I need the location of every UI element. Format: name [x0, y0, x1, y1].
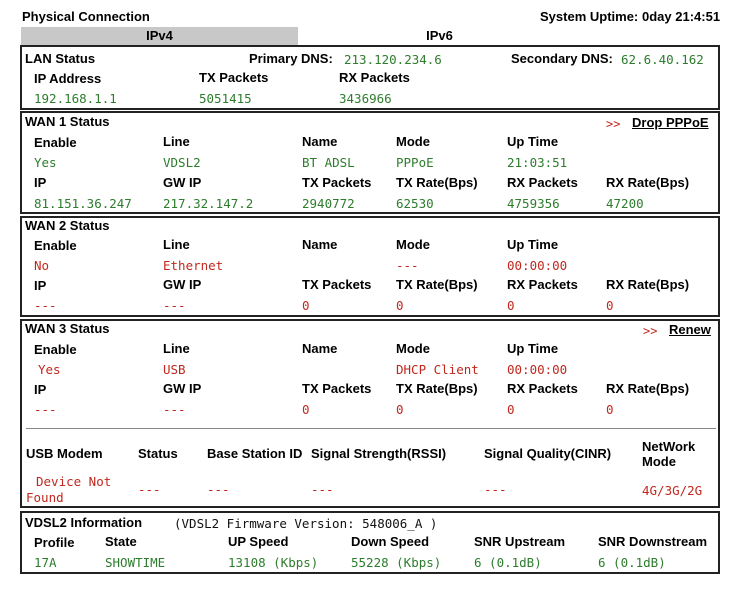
usb-header-cinr: Signal Quality(CINR)	[484, 446, 612, 461]
uptime-label: System Uptime:	[540, 9, 639, 24]
wan3-header-name: Name	[302, 341, 338, 356]
lan-header-tx: TX Packets	[199, 70, 269, 85]
wan2-header-gwip: GW IP	[163, 277, 202, 292]
wan2-header-rxrate: RX Rate(Bps)	[606, 277, 690, 292]
wan1-mode-value: PPPoE	[396, 155, 434, 170]
uptime-value: 0day 21:4:51	[642, 9, 721, 24]
wan2-header-mode: Mode	[396, 237, 430, 252]
lan-tx-value: 5051415	[199, 91, 252, 106]
wan2-line-value: Ethernet	[163, 258, 224, 273]
wan3-rxrate-value: 0	[606, 402, 614, 417]
lan-header-ip: IP Address	[34, 71, 102, 86]
wan3-header-uptime: Up Time	[507, 341, 559, 356]
wan1-action-arrow: >>	[606, 117, 621, 131]
wan3-enable-value: Yes	[38, 362, 61, 377]
wan1-header-uptime: Up Time	[507, 134, 559, 149]
usb-header-network: NetWork	[642, 439, 696, 454]
renew-link[interactable]: Renew	[669, 322, 711, 337]
wan2-ip-value: ---	[34, 298, 57, 313]
wan3-header-txrate: TX Rate(Bps)	[396, 381, 478, 396]
vdsl2-header-snrdown: SNR Downstream	[598, 534, 708, 549]
usb-modem-value-line2: Found	[26, 490, 64, 505]
usb-status-value: ---	[138, 482, 161, 497]
wan2-gwip-value: ---	[163, 298, 186, 313]
tab-ipv6[interactable]: IPv6	[298, 27, 581, 45]
lan-ip-value: 192.168.1.1	[34, 91, 117, 106]
usb-networkmode-value: 4G/3G/2G	[642, 483, 703, 498]
wan2-header-enable: Enable	[34, 238, 77, 253]
primary-dns-label: Primary DNS:	[249, 51, 333, 66]
wan3-header-gwip: GW IP	[163, 381, 202, 396]
lan-header-rx: RX Packets	[339, 70, 410, 85]
usb-basestation-value: ---	[207, 482, 230, 497]
wan1-txrate-value: 62530	[396, 196, 434, 211]
vdsl2-upspeed-value: 13108 (Kbps)	[228, 555, 319, 570]
wan3-txpackets-value: 0	[302, 402, 310, 417]
vdsl2-snrup-value: 6 (0.1dB)	[474, 555, 542, 570]
wan3-header-txpackets: TX Packets	[302, 381, 372, 396]
wan2-txpackets-value: 0	[302, 298, 310, 313]
primary-dns-value: 213.120.234.6	[344, 52, 442, 67]
wan3-header-rxrate: RX Rate(Bps)	[606, 381, 690, 396]
usb-header-rssi: Signal Strength(RSSI)	[311, 446, 447, 461]
secondary-dns-label: Secondary DNS:	[511, 51, 613, 66]
wan3-mode-value: DHCP Client	[396, 362, 479, 377]
drop-pppoe-link[interactable]: Drop PPPoE	[632, 115, 709, 130]
wan1-enable-value: Yes	[34, 155, 57, 170]
wan1-line-value: VDSL2	[163, 155, 201, 170]
vdsl2-header-profile: Profile	[34, 535, 75, 550]
wan2-uptime-value: 00:00:00	[507, 258, 568, 273]
wan1-ip-value: 81.151.36.247	[34, 196, 132, 211]
vdsl2-downspeed-value: 55228 (Kbps)	[351, 555, 442, 570]
wan2-mode-value: ---	[396, 258, 419, 273]
wan3-header-rxpackets: RX Packets	[507, 381, 578, 396]
wan2-header-rxpackets: RX Packets	[507, 277, 578, 292]
wan2-header-ip: IP	[34, 278, 47, 293]
wan3-status-panel	[20, 319, 720, 508]
wan3-txrate-value: 0	[396, 402, 404, 417]
usb-cinr-value: ---	[484, 482, 507, 497]
wan3-uptime-value: 00:00:00	[507, 362, 568, 377]
usb-modem-value-line1: Device Not	[36, 474, 112, 489]
vdsl2-state-value: SHOWTIME	[105, 555, 166, 570]
wan2-rxrate-value: 0	[606, 298, 614, 313]
vdsl2-header-snrup: SNR Upstream	[474, 534, 566, 549]
wan1-header-line: Line	[163, 134, 190, 149]
wan2-header-txrate: TX Rate(Bps)	[396, 277, 478, 292]
usb-header-mode: Mode	[642, 454, 676, 469]
usb-header-basestation: Base Station ID	[207, 446, 303, 461]
wan2-header-line: Line	[163, 237, 190, 252]
vdsl2-profile-value: 17A	[34, 555, 57, 570]
wan1-uptime-value: 21:03:51	[507, 155, 568, 170]
vdsl2-header-upspeed: UP Speed	[228, 534, 289, 549]
wan2-header-name: Name	[302, 237, 338, 252]
vdsl2-header-state: State	[105, 534, 137, 549]
wan3-header-ip: IP	[34, 382, 47, 397]
wan1-header-txrate: TX Rate(Bps)	[396, 175, 478, 190]
wan2-header-txpackets: TX Packets	[302, 277, 372, 292]
usb-header-status: Status	[138, 446, 178, 461]
wan2-enable-value: No	[34, 258, 50, 273]
lan-rx-value: 3436966	[339, 91, 392, 106]
vdsl2-header-downspeed: Down Speed	[351, 534, 430, 549]
wan1-header-mode: Mode	[396, 134, 430, 149]
secondary-dns-value: 62.6.40.162	[621, 52, 704, 67]
wan1-rxrate-value: 47200	[606, 196, 644, 211]
wan2-status-title: WAN 2 Status	[25, 218, 110, 233]
wan1-rxpackets-value: 4759356	[507, 196, 560, 211]
tab-ipv4[interactable]: IPv4	[21, 27, 298, 45]
wan3-ip-value: ---	[34, 402, 57, 417]
wan3-status-title: WAN 3 Status	[25, 321, 110, 336]
wan3-action-arrow: >>	[643, 324, 658, 338]
wan1-header-enable: Enable	[34, 135, 77, 150]
wan3-line-value: USB	[163, 362, 186, 377]
wan1-txpackets-value: 2940772	[302, 196, 355, 211]
wan1-header-ip: IP	[34, 175, 47, 190]
wan1-header-txpackets: TX Packets	[302, 175, 372, 190]
wan1-header-gwip: GW IP	[163, 175, 202, 190]
wan1-name-value: BT ADSL	[302, 155, 355, 170]
usb-rssi-value: ---	[311, 482, 334, 497]
wan3-rxpackets-value: 0	[507, 402, 515, 417]
wan1-gwip-value: 217.32.147.2	[163, 196, 254, 211]
wan1-header-rxpackets: RX Packets	[507, 175, 578, 190]
vdsl2-firmware: (VDSL2 Firmware Version: 548006_A )	[174, 516, 438, 531]
wan1-header-rxrate: RX Rate(Bps)	[606, 175, 690, 190]
wan3-header-line: Line	[163, 341, 190, 356]
wan1-status-title: WAN 1 Status	[25, 114, 110, 129]
wan1-header-name: Name	[302, 134, 338, 149]
usb-header-modem: USB Modem	[26, 446, 103, 461]
usb-divider	[26, 428, 716, 429]
wan2-header-uptime: Up Time	[507, 237, 559, 252]
lan-status-title: LAN Status	[25, 51, 96, 66]
wan3-gwip-value: ---	[163, 402, 186, 417]
vdsl2-snrdown-value: 6 (0.1dB)	[598, 555, 666, 570]
wan2-txrate-value: 0	[396, 298, 404, 313]
wan2-status-panel	[20, 216, 720, 317]
page-title: Physical Connection	[22, 9, 150, 24]
wan2-rxpackets-value: 0	[507, 298, 515, 313]
wan3-header-enable: Enable	[34, 342, 77, 357]
vdsl2-title: VDSL2 Information	[25, 515, 143, 530]
wan3-header-mode: Mode	[396, 341, 430, 356]
